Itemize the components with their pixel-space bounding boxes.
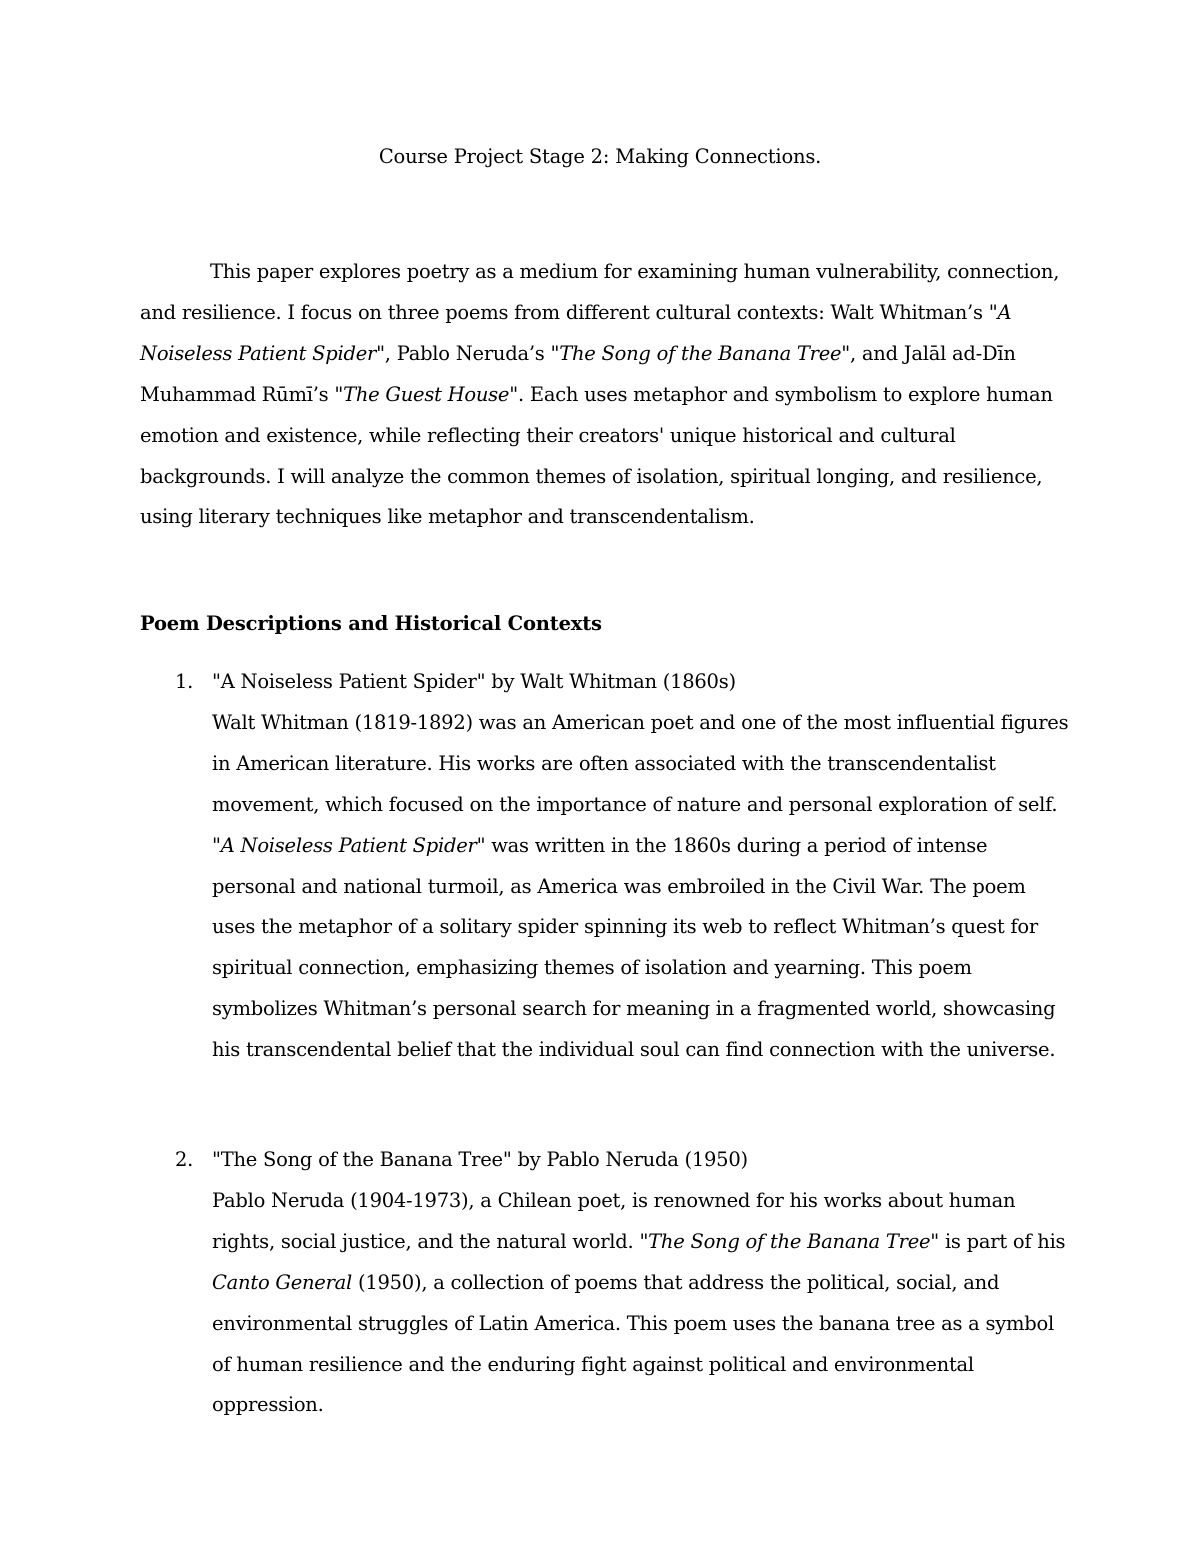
list-item-heading: "The Song of the Banana Tree" by Pablo Neruda (1950): [212, 1148, 748, 1171]
list-item-description: [212, 1181, 1072, 1426]
poem-title: "The Song of the Banana Tree": [639, 1229, 939, 1253]
list-item-content: [212, 662, 1072, 1071]
list-item-heading: "A Noiseless Patient Spider" by Walt Whitman (1860s): [212, 670, 736, 693]
intro-text: , and Jalāl ad-Dīn Muhammad Rūmī’s: [140, 341, 1016, 406]
description-text: is part of his: [939, 1229, 1066, 1253]
list-item: [140, 662, 1080, 1071]
list-item-number: 2.: [175, 1148, 194, 1171]
intro-poem-title-rumi: "The Guest House": [334, 382, 518, 406]
description-text: (1950), a collection of poems that address the political, social, and environmental struggles of Latin America. This poem uses the banana tree as a symbol of human resilience and the enduring fight against political and environmental oppression.: [212, 1270, 1054, 1417]
list-item-description: [212, 703, 1072, 1071]
intro-poem-title-neruda: "The Song of the Banana Tree": [550, 341, 851, 365]
description-text: Walt Whitman (1819-1892) was an American poet and one of the most influential figures in American literature. His works are often associated with the transcendentalist movement, which focused on the importance of nature and personal exploration of self.: [212, 710, 1069, 816]
collection-title: Canto General: [212, 1270, 353, 1294]
intro-poem-title-whitman: "A Noiseless Patient Spider": [140, 300, 1012, 365]
section-heading: Poem Descriptions and Historical Contexts: [140, 612, 602, 635]
intro-paragraph: [140, 252, 1080, 538]
intro-text: , Pablo Neruda’s: [384, 341, 551, 365]
description-text: Pablo Neruda (1904-1973), a Chilean poet, is renowned for his works about human rights, social justice, and the natural world.: [212, 1188, 1016, 1253]
poem-title: "A Noiseless Patient Spider": [212, 833, 486, 857]
list-item-number: 1.: [175, 670, 194, 693]
document-title: Course Project Stage 2: Making Connections.: [378, 145, 822, 168]
list-item-content: [212, 1140, 1072, 1426]
description-text: was written in the 1860s during a period of intense personal and national turmoil, as America was embroiled in the Civil War. The poem uses the metaphor of a solitary spider spinning its web to reflect Whitman’s quest for spiritual connection, emphasizing themes of isolation and yearning. This poem symbolizes Whitman’s personal search for meaning in a fragmented world, showcasing his transcendental belief that the individual soul can find connection with the universe.: [212, 833, 1056, 1062]
intro-text: This paper explores poetry as a medium for examining human vulnerability, connection, and resilience. I focus on three poems from different cultural contexts: Walt Whitman’s: [140, 260, 1060, 324]
list-item: [140, 1140, 1080, 1426]
intro-text: . Each uses metaphor and symbolism to explore human emotion and existence, while reflecting their creators' unique historical and cultural backgrounds. I will analyze the common themes of isolation, spiritual longing, and resilience, using literary techniques like metaphor and transcendentalism.: [140, 382, 1053, 529]
